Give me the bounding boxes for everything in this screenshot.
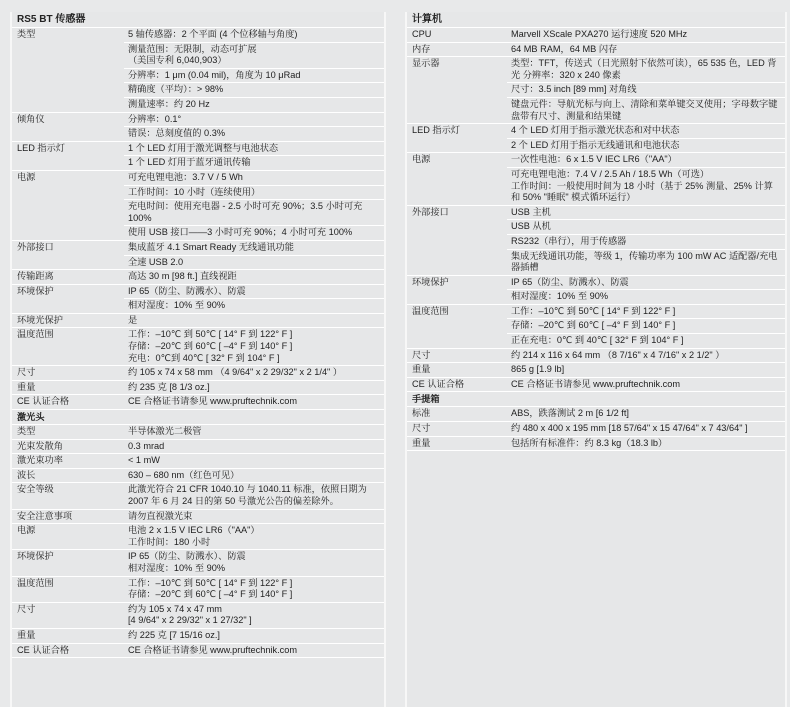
spec-label: 波长 [17,469,36,480]
spec-value: ABS，跌落测试 2 m [6 1/2 ft] [511,408,629,419]
spec-row [12,629,384,644]
spec-row [12,454,384,469]
spec-row [407,422,785,437]
spec-label: CPU [412,29,432,39]
spec-value: 请勿直视激光束 [128,510,193,521]
spec-label: 外部接口 [17,241,54,252]
spec-row [12,425,384,440]
spec-label: 尺寸 [17,603,36,614]
spec-value: USB 主机 [511,206,551,217]
spec-label: 光束发散角 [17,440,63,451]
spec-value: 半导体激光二极管 [128,426,202,437]
spec-values [124,524,384,549]
spec-label: 安全等级 [17,484,54,495]
spec-label: 电源 [17,525,36,536]
spec-value: 集成蓝牙 4.1 Smart Ready 无线通讯功能 [128,241,294,252]
spec-value: 高达 30 m [98 ft.] 直线视距 [128,271,237,282]
spec-values [124,440,384,454]
spec-label: 尺寸 [412,349,431,360]
spec-value: 电池 2 x 1.5 V IEC LR6（"AA"） 工作时间：180 小时 [128,525,260,547]
spec-value: 1 个 LED 灯用于蓝牙通讯传输 [124,155,384,170]
spec-label: 安全注意事项 [17,510,73,521]
spec-values [124,425,384,439]
spec-value: Marvell XScale PXA270 运行速度 520 MHz [511,29,688,39]
spec-label: 传输距离 [17,271,54,282]
spec-value: 键盘元件：导航光标与向上、清除和菜单键交叉使用；字母数字键盘带有尺寸、测量和结果键 [507,97,785,123]
spec-value: CE 合格证书请参见 www.pruftechnik.com [511,378,680,389]
spec-value: 工作：–10℃ 到 50℃ [ 14° F 到 122° F ] 存储：–20℃ 到 60℃ [ –4° F 到 140° F ] [128,577,293,600]
spec-values [124,285,384,313]
spec-value: 865 g [1.9 lb] [511,364,565,375]
spec-value: 工作：–10℃ 到 50℃ [ 14° F 到 122° F ] 存储：–20℃ 到 60℃ [ –4° F 到 140° F ] 充电：0℃到 40℃ [ 32° F 到 104° F ] [128,329,293,363]
spec-values [124,28,384,112]
spec-value: 64 MB RAM，64 MB 闪存 [511,43,618,54]
spec-label: 环境光保护 [17,314,63,325]
spec-value: 4 个 LED 灯用于指示激光状态和对中状态 [511,125,680,136]
spec-value: CE 合格证书请参见 www.pruftechnik.com [128,644,297,655]
spec-values [124,113,384,141]
spec-label: 电源 [17,171,36,182]
spec-values [507,305,785,348]
computer-spec-table [407,28,785,451]
spec-values [124,644,384,658]
spec-label: CE 认证合格 [17,396,70,407]
spec-value: 测量速率：约 20 Hz [124,97,384,112]
spec-value: 工作时间：10 小时（连续使用） [124,185,384,200]
spec-value: 1 个 LED 灯用于激光调整与电池状态 [128,142,279,153]
spec-value: 可充电锂电池：7.4 V / 2.5 Ah / 18.5 Wh（可选） 工作时间：一般使用时间为 18 小时（基于 25% 测量、25% 计算和 50% "睡眠" 模式循环运行） [507,167,785,205]
spec-label: 标准 [412,408,431,419]
spec-label: 环境保护 [412,276,449,287]
spec-value: 分辨率：1 μm (0.04 mil)，角度为 10 μRad [124,68,384,83]
spec-value: 精确度（平均）：> 98% [124,82,384,97]
spec-row [407,437,785,452]
spec-values [507,28,785,42]
spec-row [12,241,384,270]
spec-value: 0.3 mrad [128,440,165,451]
spec-row [407,305,785,349]
section-heading: 手提箱 [407,392,785,407]
spec-row [12,395,384,410]
spec-row [407,363,785,378]
spec-values [124,483,384,508]
spec-value: 约 480 x 400 x 195 mm [18 57/64" x 15 47/64" x 7 43/64" ] [511,423,748,434]
spec-values [124,550,384,575]
spec-label: 类型 [17,29,36,39]
spec-row [12,483,384,509]
spec-value: 包括所有标准件：约 8.3 kg（18.3 lb） [511,437,668,448]
computer-spec-title: 计算机 [407,12,785,28]
spec-value: 集成无线通讯功能，等级 1，传输功率为 100 mW AC 适配器/充电器插槽 [507,249,785,275]
spec-value: 错误：总刻度值的 0.3% [124,126,384,141]
spec-label: 类型 [17,426,36,437]
section-heading: 激光头 [12,410,384,425]
spec-label: 尺寸 [412,423,431,434]
spec-value: 分辨率：0.1° [128,113,182,124]
spec-value: USB 从机 [507,219,785,234]
spec-value: 约 235 克 [8 1/3 oz.] [128,381,210,392]
spec-value: 此激光符合 21 CFR 1040.10 与 1040.11 标准，依照日期为 2007 年 6 月 24 日的第 50 号激光公告的偏差除外。 [128,484,367,506]
spec-value: 尺寸：3.5 inch [89 mm] 对角线 [507,82,785,97]
spec-label: 内存 [412,43,431,54]
spec-values [507,363,785,377]
spec-values [507,422,785,436]
spec-values [124,510,384,524]
spec-row [12,28,384,113]
spec-row [407,407,785,422]
spec-value: 2 个 LED 灯用于指示无线通讯和电池状态 [507,138,785,153]
spec-row [12,270,384,285]
spec-value: 存储：–20℃ 到 60℃ [ –4° F 到 140° F ] [507,318,785,333]
spec-row [407,57,785,124]
spec-label: 重量 [17,629,36,640]
spec-label: CE 认证合格 [412,378,465,389]
spec-label: 重量 [412,437,431,448]
spec-values [124,395,384,409]
spec-values [124,454,384,468]
spec-row [12,113,384,142]
spec-label: 温度范围 [17,329,54,340]
spec-row [407,349,785,364]
spec-row [12,142,384,171]
spec-value: 相对湿度：10% 至 90% [507,289,785,304]
spec-value: 5 轴传感器：2 个平面 (4 个位移轴与角度) [128,29,298,39]
spec-values [507,276,785,304]
spec-label: CE 认证合格 [17,644,70,655]
spec-values [507,206,785,275]
spec-values [507,57,785,123]
spec-row [407,206,785,276]
spec-row [407,28,785,43]
spec-value: IP 65（防尘、防溅水）、防震 [511,276,629,287]
spec-label: LED 指示灯 [17,142,65,153]
spec-label: 倾角仪 [17,113,45,124]
spec-row [12,314,384,329]
spec-value: 是 [128,314,138,325]
spec-row [12,577,384,603]
spec-values [507,378,785,392]
spec-values [124,241,384,269]
spec-values [124,366,384,380]
spec-row [407,124,785,153]
spec-values [507,153,785,204]
spec-values [124,603,384,628]
spec-value: IP 65（防尘、防溅水）、防震 相对湿度：10% 至 90% [128,551,246,573]
spec-value: 类型：TFT，传送式（日光照射下依然可读），65 535 色，LED 背光 分辨率：320 x 240 像素 [511,58,777,80]
spec-row [407,153,785,205]
spec-value: 一次性电池：6 x 1.5 V IEC LR6（"AA"） [511,154,677,165]
spec-label: 温度范围 [412,305,449,316]
spec-values [124,381,384,395]
spec-label: LED 指示灯 [412,125,460,136]
spec-value: 630 – 680 nm（红色可见） [128,469,240,480]
spec-label: 环境保护 [17,551,54,562]
spec-label: 重量 [17,381,36,392]
spec-value: 约 105 x 74 x 58 mm （4 9/64" x 2 29/32" x 2 1/4" ） [128,367,343,378]
spec-values [507,407,785,421]
spec-label: 外部接口 [412,206,449,217]
spec-row [12,381,384,396]
spec-value: 约为 105 x 74 x 47 mm [4 9/64" x 2 29/32" x 1 27/32" ] [128,603,252,626]
spec-values [124,314,384,328]
spec-value: CE 合格证书请参见 www.pruftechnik.com [128,396,297,407]
spec-value: RS232（串行），用于传感器 [507,234,785,249]
spec-values [507,43,785,57]
spec-label: 显示器 [412,58,440,69]
spec-value: 工作：–10℃ 到 50℃ [ 14° F 到 122° F ] [511,305,676,316]
spec-values [124,142,384,170]
spec-value: IP 65（防尘、防溅水）、防震 [128,285,246,296]
spec-value: 使用 USB 接口——3 小时可充 90%；4 小时可充 100% [124,225,384,240]
spec-values [507,349,785,363]
spec-value: 相对湿度：10% 至 90% [124,298,384,313]
sensor-spec-table [12,28,384,658]
spec-label: 尺寸 [17,367,36,378]
spec-row [12,644,384,659]
computer-spec-panel [405,12,787,707]
spec-values [124,577,384,602]
spec-values [124,328,384,365]
spec-row [12,603,384,629]
sensor-spec-panel [10,12,386,707]
spec-values [124,469,384,483]
sensor-spec-title: RS5 BT 传感器 [12,12,384,28]
spec-label: 重量 [412,364,431,375]
spec-value: 正在充电：0℃ 到 40℃ [ 32° F 到 104° F ] [507,333,785,348]
spec-row [12,366,384,381]
spec-value: 测量范围：无限制，动态可扩展 （美国专利 6,040,903） [124,42,384,68]
spec-row [12,285,384,314]
spec-row [12,524,384,550]
spec-row [12,469,384,484]
spec-row [407,43,785,58]
spec-row [12,440,384,455]
spec-values [124,270,384,284]
spec-row [12,328,384,366]
spec-label: 环境保护 [17,285,54,296]
spec-values [507,124,785,152]
spec-label: 激光束功率 [17,455,63,466]
spec-value: 约 214 x 116 x 64 mm （8 7/16" x 4 7/16" x 2 1/2" ） [511,349,725,360]
spec-value: 可充电锂电池：3.7 V / 5 Wh [128,171,243,182]
spec-values [124,629,384,643]
spec-row [12,510,384,525]
spec-value: 全速 USB 2.0 [124,255,384,270]
spec-row [12,171,384,241]
spec-values [124,171,384,240]
spec-row [12,550,384,576]
spec-value: 约 225 克 [7 15/16 oz.] [128,629,220,640]
spec-label: 电源 [412,154,431,165]
spec-row [407,378,785,393]
spec-label: 温度范围 [17,577,54,588]
spec-row [407,276,785,305]
spec-value: < 1 mW [128,455,160,466]
spec-values [507,437,785,451]
spec-value: 充电时间：使用充电器 - 2.5 小时可充 90%；3.5 小时可充 100% [124,199,384,225]
